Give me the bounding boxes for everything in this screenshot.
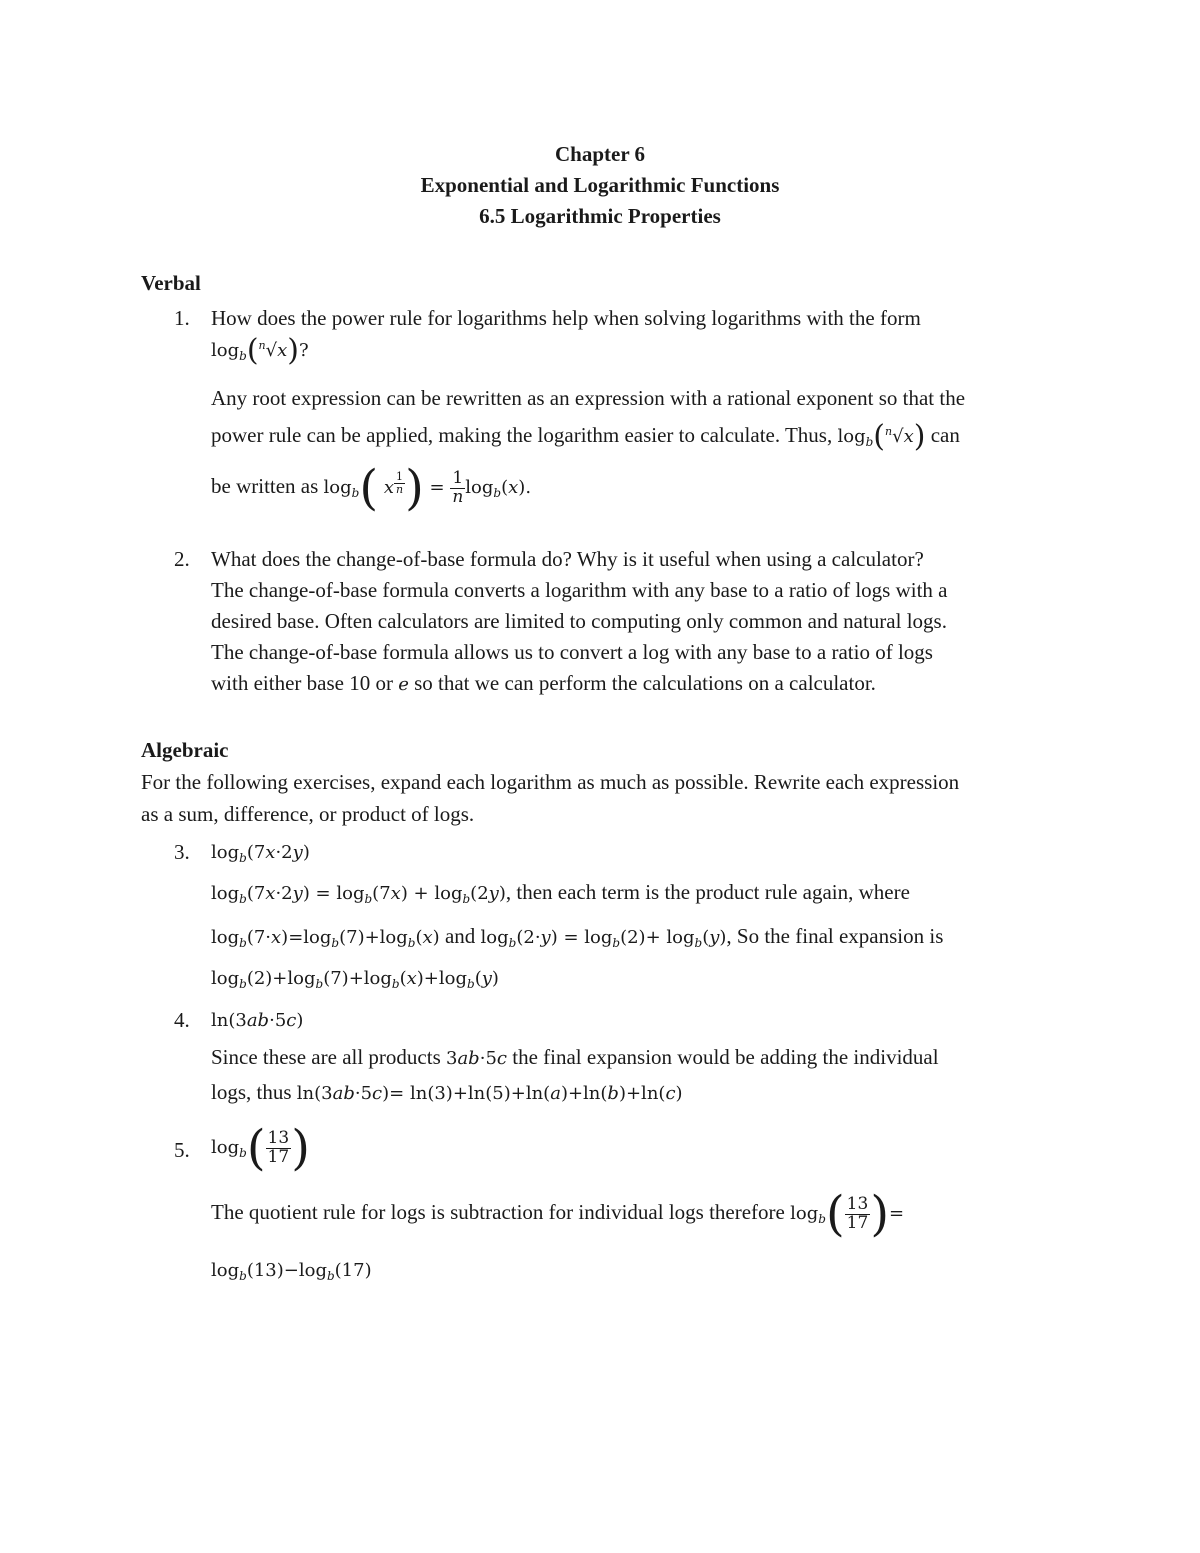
q1-answer-line3 bbox=[211, 460, 532, 516]
document-title: Exponential and Logarithmic Functions bbox=[420, 173, 780, 197]
q5-numerator: 13 bbox=[267, 1127, 290, 1148]
q3-number: 3. bbox=[174, 840, 190, 864]
q2-answer-line4-end: so that we can perform the calculations on a calculator. bbox=[414, 671, 876, 695]
section-title: 6.5 Logarithmic Properties bbox=[479, 204, 721, 228]
verbal-heading: Verbal bbox=[141, 271, 201, 295]
algebraic-heading: Algebraic bbox=[141, 738, 229, 762]
q1-question: How does the power rule for logarithms help when solving logarithms with the form bbox=[211, 306, 921, 330]
q4-line2-start: logs, thus bbox=[211, 1080, 292, 1104]
q1-answer-line3-text: be written as bbox=[211, 474, 319, 498]
q1-answer-line2-text: power rule can be applied, making the logarithm easier to calculate. Thus, bbox=[211, 423, 833, 447]
q3-and-word: and bbox=[444, 924, 476, 948]
q3-line1-text: , then each term is the product rule again, where bbox=[505, 880, 910, 904]
q1-answer-line1: Any root expression can be rewritten as an expression with a rational exponent so that the bbox=[211, 386, 966, 410]
q2-question: What does the change-of-base formula do? Why is it useful when using a calculator? bbox=[211, 547, 924, 571]
q3-line2 bbox=[211, 924, 943, 949]
q1-answer-line2 bbox=[211, 419, 960, 454]
q2-answer-line3: The change-of-base formula allows us to convert a log with any base to a ratio of logs bbox=[211, 640, 933, 664]
q5-denominator: 17 bbox=[267, 1146, 290, 1167]
q1-expression: $\log_b(^n√x)$? bbox=[211, 333, 309, 368]
q1-number: 1. bbox=[174, 306, 190, 330]
q2-number: 2. bbox=[174, 547, 190, 571]
q3-final-expansion: $\log_b(2)+\log_b(7)+\log_b(x)+\log_b(y)$ bbox=[211, 968, 499, 991]
q5-quotient-expression: $\log_b$( $\frac{13}{17}$ )= bbox=[790, 1186, 905, 1242]
q3-product-rule-expression: $\log_b(7x\cdot 2y) = \log_b(7x) + \log_b(2y)$ bbox=[211, 883, 506, 906]
q3-line1 bbox=[211, 880, 910, 905]
q3-expression: $\log_b(7x\cdot 2y)$ bbox=[211, 842, 310, 865]
q2-answer-line1: The change-of-base formula converts a logarithm with any base to a ratio of logs with a bbox=[211, 578, 948, 602]
q5-expression: $\log_b$( $\frac{13}{17}$ ) bbox=[211, 1120, 310, 1176]
q5-number: 5. bbox=[174, 1138, 190, 1162]
q3-two-y-expansion: $\log_b(2\cdot y) = \log_b(2)+ \log_b(y)$ bbox=[480, 927, 727, 950]
q3-seven-x-expansion: $\log_b(7\cdot x)=\log_b(7)+\log_b(x)$ bbox=[211, 927, 440, 950]
q5-final-expansion: $\log_b(13)-\log_b(17)$ bbox=[211, 1260, 372, 1283]
q2-answer-line4 bbox=[211, 671, 876, 696]
q4-line1-end: the final expansion would be adding the individual bbox=[512, 1045, 939, 1069]
q1-rational-exponent-expression: $\log_b$( x $^{\frac{1}{n}}$ ) = $\frac{1}{n}$ $\log_b(x)$. bbox=[323, 460, 532, 516]
q4-product-expression: 3ab·5c bbox=[446, 1048, 507, 1069]
algebraic-intro-line1: For the following exercises, expand each logarithm as much as possible. Rewrite each expression bbox=[141, 770, 960, 794]
q4-number: 4. bbox=[174, 1008, 190, 1032]
algebraic-intro-line2: as a sum, difference, or product of logs. bbox=[141, 802, 475, 826]
q3-line2-text: , So the final expansion is bbox=[726, 924, 944, 948]
q4-line1 bbox=[211, 1045, 939, 1070]
q4-line1-start: Since these are all products bbox=[211, 1045, 441, 1069]
q2-answer-line4-start: with either base 10 or bbox=[211, 671, 393, 695]
q1-answer-line2-end: can bbox=[930, 423, 960, 447]
q2-variable-e: e bbox=[398, 674, 409, 695]
q5-line1 bbox=[211, 1186, 905, 1242]
chapter-label: Chapter 6 bbox=[554, 142, 646, 166]
q2-answer-line2: desired base. Often calculators are limited to computing only common and natural logs. bbox=[211, 609, 947, 633]
q4-line2 bbox=[211, 1080, 683, 1105]
q5-line1-text: The quotient rule for logs is subtraction for individual logs therefore bbox=[211, 1200, 785, 1224]
q4-expression: ln(3ab·5c) bbox=[211, 1010, 304, 1031]
q1-root-expression: $\log_b(^n√x)$ bbox=[837, 419, 926, 454]
q4-final-expansion: ln(3ab·5c)= ln(3)+ln(5)+ln(a)+ln(b)+ln(c) bbox=[296, 1083, 683, 1104]
